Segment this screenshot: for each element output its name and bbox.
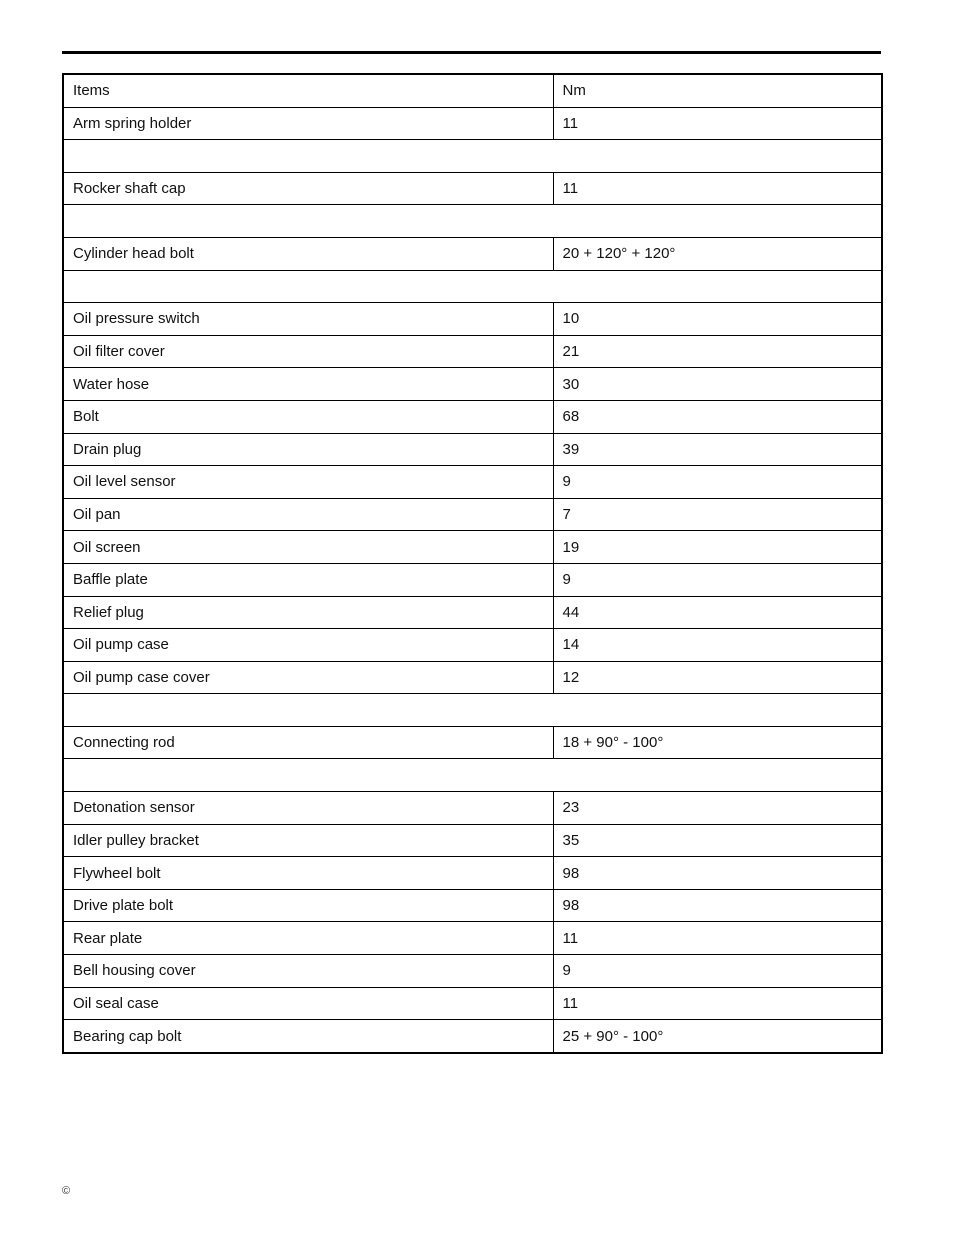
item-cell: Idler pulley bracket [63,824,553,857]
table-row [63,857,882,890]
table-row [63,563,882,596]
separator-cell [63,694,882,727]
torque-spec-table [62,73,883,1054]
item-cell: Bolt [63,400,553,433]
table-row [63,955,882,988]
torque-value-cell: 9 [553,955,882,988]
item-cell: Oil screen [63,531,553,564]
item-cell: Rocker shaft cap [63,172,553,205]
torque-value-cell: 21 [553,335,882,368]
table-row [63,433,882,466]
torque-value-cell: 25 + 90° - 100° [553,1020,882,1053]
copyright-mark: © [62,1185,71,1197]
item-cell: Arm spring holder [63,107,553,140]
torque-value-cell: 11 [553,987,882,1020]
table-row [63,1020,882,1053]
table-section-separator [63,759,882,792]
table-row [63,629,882,662]
item-cell: Water hose [63,368,553,401]
header-rule [62,51,881,54]
item-cell: Drain plug [63,433,553,466]
item-cell: Rear plate [63,922,553,955]
torque-value-cell: 35 [553,824,882,857]
item-cell: Oil filter cover [63,335,553,368]
item-cell: Bearing cap bolt [63,1020,553,1053]
torque-value-cell: 9 [553,466,882,499]
item-cell: Bell housing cover [63,955,553,988]
item-cell: Drive plate bolt [63,889,553,922]
item-cell: Oil pressure switch [63,303,553,336]
torque-value-cell: 18 + 90° - 100° [553,726,882,759]
torque-value-cell: 68 [553,400,882,433]
item-cell: Flywheel bolt [63,857,553,890]
item-cell: Connecting rod [63,726,553,759]
item-cell: Cylinder head bolt [63,237,553,270]
item-cell: Oil pump case [63,629,553,662]
separator-cell [63,270,882,303]
table-row [63,303,882,336]
table-row [63,107,882,140]
table-row [63,889,882,922]
table-header-row [63,74,882,107]
table-row [63,498,882,531]
table-row [63,661,882,694]
torque-value-cell: 44 [553,596,882,629]
item-cell: Detonation sensor [63,792,553,825]
table-row [63,596,882,629]
torque-value-cell: 11 [553,107,882,140]
item-cell: Oil seal case [63,987,553,1020]
item-cell: Oil pump case cover [63,661,553,694]
item-cell: Relief plug [63,596,553,629]
torque-value-cell: 30 [553,368,882,401]
item-cell: Baffle plate [63,563,553,596]
table-row [63,922,882,955]
table-row [63,531,882,564]
torque-value-cell: 14 [553,629,882,662]
torque-value-cell: 39 [553,433,882,466]
table-row [63,237,882,270]
table-row [63,368,882,401]
column-header-items: Items [63,74,553,107]
torque-value-cell: 11 [553,922,882,955]
table-row [63,987,882,1020]
torque-value-cell: 11 [553,172,882,205]
separator-cell [63,759,882,792]
item-cell: Oil pan [63,498,553,531]
separator-cell [63,140,882,173]
separator-cell [63,205,882,238]
column-header-nm: Nm [553,74,882,107]
table-row [63,172,882,205]
table-row [63,824,882,857]
torque-value-cell: 20 + 120° + 120° [553,237,882,270]
table-row [63,726,882,759]
torque-value-cell: 9 [553,563,882,596]
torque-value-cell: 98 [553,857,882,890]
table-section-separator [63,694,882,727]
torque-value-cell: 98 [553,889,882,922]
table-row [63,400,882,433]
table-row [63,335,882,368]
torque-value-cell: 12 [553,661,882,694]
torque-value-cell: 7 [553,498,882,531]
torque-value-cell: 23 [553,792,882,825]
table-row [63,792,882,825]
table-row [63,466,882,499]
table-body [63,107,882,1053]
item-cell: Oil level sensor [63,466,553,499]
table-section-separator [63,205,882,238]
table-section-separator [63,270,882,303]
table-section-separator [63,140,882,173]
torque-value-cell: 19 [553,531,882,564]
torque-value-cell: 10 [553,303,882,336]
